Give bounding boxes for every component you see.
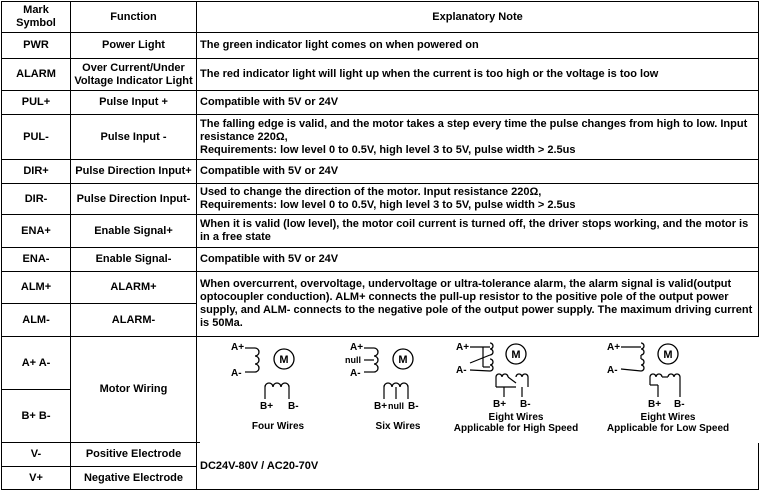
mark-v-plus: V+ xyxy=(2,467,71,490)
function-v-plus: Negative Electrode xyxy=(71,467,197,490)
eight-low-a-plus-label: A+ xyxy=(607,342,621,353)
note-power-supply: DC24V-80V / AC20-70V xyxy=(197,443,759,490)
note-dir-minus-line2: Requirements: low level 0 to 0.5V, high level 3 to 5V, pulse width > 2.5us xyxy=(200,199,576,211)
row-ena-plus xyxy=(2,215,759,248)
header-mark-symbol xyxy=(2,2,71,33)
function-pwr: Power Light xyxy=(71,33,197,59)
six-coil-a-icon xyxy=(374,348,378,372)
eight-low-coil-b1-icon xyxy=(650,374,662,377)
function-alarm-line2: Voltage Indicator Light xyxy=(74,74,193,87)
note-ena-minus: Compatible with 5V or 24V xyxy=(197,248,759,272)
spec-table xyxy=(1,1,759,490)
four-b-plus-label: B+ xyxy=(260,401,274,412)
mark-pul-plus: PUL+ xyxy=(2,91,71,115)
note-pul-minus xyxy=(197,115,759,160)
eight-high-coil-b1-icon xyxy=(496,374,508,377)
eight-high-motor-symbol: M xyxy=(511,349,521,361)
function-alarm xyxy=(71,59,197,91)
six-wires-caption: Six Wires xyxy=(375,421,421,432)
six-motor-symbol: M xyxy=(398,354,408,366)
eight-low-b-minus-label: B- xyxy=(674,399,685,410)
eight-low-motor-symbol: M xyxy=(663,349,673,361)
six-null-a-label: null xyxy=(345,355,361,365)
mark-ena-minus: ENA- xyxy=(2,248,71,272)
mark-alm-minus: ALM- xyxy=(2,304,71,337)
function-dir-minus: Pulse Direction Input- xyxy=(71,184,197,215)
function-alarm-line1: Over Current/Under xyxy=(82,61,185,74)
mark-dir-plus: DIR+ xyxy=(2,160,71,184)
four-a-plus-label: A+ xyxy=(231,342,245,353)
wiring-diagram-cell xyxy=(197,337,759,443)
eight-high-coil-b2-icon xyxy=(516,374,528,377)
row-alarm xyxy=(2,59,759,91)
function-dir-plus: Pulse Direction Input+ xyxy=(71,160,197,184)
wiring-diagram xyxy=(200,337,755,442)
row-v-minus xyxy=(2,443,759,467)
mark-a-phase: A+ A- xyxy=(2,337,71,390)
eight-low-b-plus-label: B+ xyxy=(648,399,662,410)
eight-high-b-plus-label: B+ xyxy=(493,399,507,410)
four-coil-a-icon xyxy=(255,348,259,372)
diagram-six-wires xyxy=(345,342,421,432)
six-a-minus-label: A- xyxy=(350,368,361,379)
note-dir-plus: Compatible with 5V or 24V xyxy=(197,160,759,184)
note-alarm: The red indicator light will light up when the current is too high or the voltage is too low xyxy=(197,59,759,91)
note-pul-plus: Compatible with 5V or 24V xyxy=(197,91,759,115)
four-motor-symbol: M xyxy=(279,354,289,366)
mark-alarm: ALARM xyxy=(2,59,71,91)
row-motor-a xyxy=(2,337,759,390)
function-pul-minus: Pulse Input - xyxy=(71,115,197,160)
header-mark-line1: Mark xyxy=(23,4,49,16)
row-pul-plus xyxy=(2,91,759,115)
note-alarm-output: When overcurrent, overvoltage, undervoltage or ultra-tolerance alarm, the alarm signal is valid(output optocoupler conduction). ALM+ connects the pull-up resistor to the positive pole of the output power supply, and ALM- connects to the negative pole of the output power supply. The maximum driving current is 50Ma. xyxy=(197,272,759,337)
header-explanatory-note: Explanatory Note xyxy=(197,2,759,33)
diagram-four-wires xyxy=(231,342,305,432)
function-v-minus: Positive Electrode xyxy=(71,443,197,467)
function-motor-wiring: Motor Wiring xyxy=(71,337,197,443)
eight-high-a-minus-label: A- xyxy=(456,365,467,376)
function-ena-minus: Enable Signal- xyxy=(71,248,197,272)
function-ena-plus: Enable Signal+ xyxy=(71,215,197,248)
eight-high-speed-caption: Applicable for High Speed xyxy=(453,423,579,434)
header-function: Function xyxy=(71,2,197,33)
six-a-plus-label: A+ xyxy=(350,342,364,353)
header-row xyxy=(2,2,759,33)
six-b-minus-label: B- xyxy=(408,401,419,412)
mark-v-minus: V- xyxy=(2,443,71,467)
four-coil-b-icon xyxy=(265,383,289,387)
mark-pul-minus: PUL- xyxy=(2,115,71,160)
eight-high-coil-a2-icon xyxy=(490,359,493,371)
function-pul-plus: Pulse Input + xyxy=(71,91,197,115)
row-pwr xyxy=(2,33,759,59)
four-a-minus-label: A- xyxy=(231,368,242,379)
row-dir-plus xyxy=(2,160,759,184)
eight-low-speed-caption: Applicable for Low Speed xyxy=(606,423,730,434)
function-alm-plus: ALARM+ xyxy=(71,272,197,304)
diagram-eight-wires-high-speed xyxy=(454,342,578,434)
row-ena-minus xyxy=(2,248,759,272)
mark-pwr: PWR xyxy=(2,33,71,59)
six-null-b-label: null xyxy=(388,401,404,411)
six-b-plus-label: B+ xyxy=(374,401,388,412)
note-pul-minus-line1: The falling edge is valid, and the motor takes a step every time the pulse changes from high to low. Input resistance 220Ω, xyxy=(200,117,748,143)
eight-high-caption: Eight Wires xyxy=(488,412,544,423)
note-dir-minus xyxy=(197,184,759,215)
mark-dir-minus: DIR- xyxy=(2,184,71,215)
note-pul-minus-line2: Requirements: low level 0 to 0.5V, high level 3 to 5V, pulse width > 2.5us xyxy=(200,143,576,156)
row-alm-plus xyxy=(2,272,759,304)
row-dir-minus xyxy=(2,184,759,215)
eight-low-caption: Eight Wires xyxy=(640,412,696,423)
wiring-diagram-svg xyxy=(200,337,760,443)
note-dir-minus-line1: Used to change the direction of the motor. Input resistance 220Ω, xyxy=(200,186,542,198)
eight-high-a-plus-label: A+ xyxy=(456,342,470,353)
eight-low-coil-a1-icon xyxy=(641,343,644,355)
function-alm-minus: ALARM- xyxy=(71,304,197,337)
eight-high-b-minus-label: B- xyxy=(520,399,531,410)
eight-low-coil-a2-icon xyxy=(641,359,644,371)
six-coil-b-icon xyxy=(384,383,408,387)
header-mark-line2: Symbol xyxy=(16,17,56,29)
mark-ena-plus: ENA+ xyxy=(2,215,71,248)
row-pul-minus xyxy=(2,115,759,160)
four-wires-caption: Four Wires xyxy=(251,421,305,432)
note-pwr: The green indicator light comes on when powered on xyxy=(197,33,759,59)
mark-alm-plus: ALM+ xyxy=(2,272,71,304)
eight-low-coil-b2-icon xyxy=(668,374,680,377)
mark-b-phase: B+ B- xyxy=(2,390,71,443)
four-b-minus-label: B- xyxy=(288,401,299,412)
eight-low-a-minus-label: A- xyxy=(607,365,618,376)
diagram-eight-wires-low-speed xyxy=(607,342,729,434)
note-ena-plus: When it is valid (low level), the motor coil current is turned off, the driver stops working, and the motor is in a free state xyxy=(197,215,759,248)
eight-high-coil-a1-icon xyxy=(490,343,493,355)
